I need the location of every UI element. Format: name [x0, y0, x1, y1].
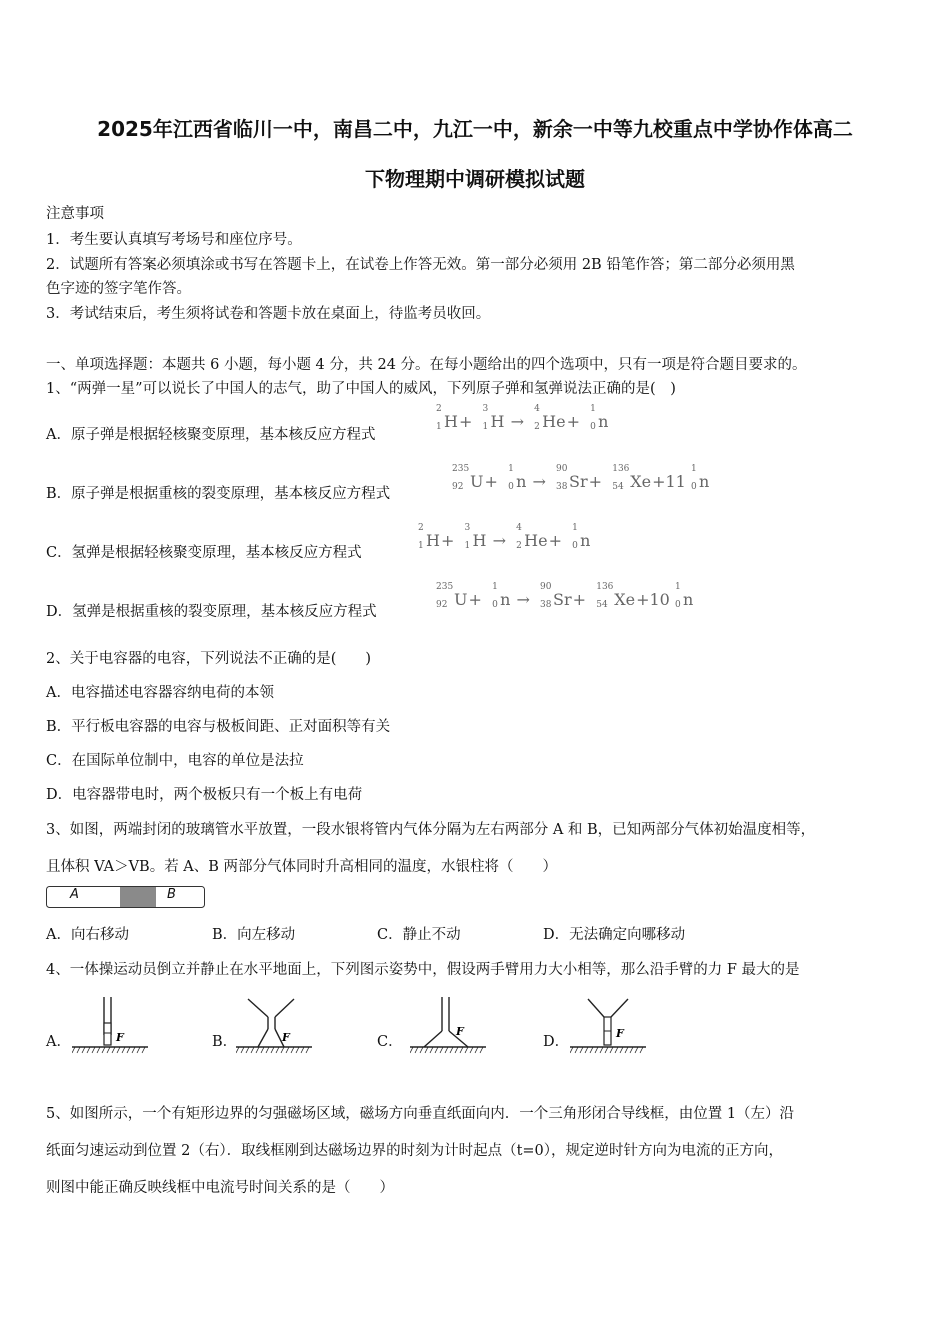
q4-option-a-label: A． — [46, 1034, 71, 1050]
notice-heading: 注意事项 — [46, 206, 104, 222]
q1-option-b-equation: 235 92 U+ 1 0 n → 90 38 Sr+ 136 54 Xe+11 1 0 n — [452, 464, 710, 492]
q4-option-b-label: B． — [212, 1034, 238, 1050]
q3-option-d: D．无法确定向哪移动 — [543, 927, 686, 943]
mercury-column — [120, 887, 156, 907]
question-3-stem-2: 且体积 VA＞VB。若 A、B 两部分气体同时升高相同的温度，水银柱将（ ） — [46, 859, 558, 875]
question-3-stem-1: 3、如图，两端封闭的玻璃管水平放置，一段水银将管内气体分隔为左右两部分 A 和 B，已知两部分气体初始温度相等， — [46, 822, 816, 838]
q2-option-d: D．电容器带电时，两个极板只有一个板上有电荷 — [46, 787, 363, 803]
force-label-a: F — [116, 1031, 124, 1044]
q1-option-c: C．氢弹是根据轻核聚变原理，基本核反应方程式 — [46, 545, 362, 561]
notice-item-2: 2．试题所有答案必须填涂或书写在答题卡上，在试卷上作答无效。第一部分必须用 2B 铅笔作答；第二部分必须用黑 — [46, 257, 795, 273]
notice-item-2-cont: 色字迹的签字笔作答。 — [46, 281, 191, 297]
question-2-stem: 2、关于电容器的电容，下列说法不正确的是( ) — [46, 651, 372, 667]
exam-title-line-2: 下物理期中调研模拟试题 — [365, 167, 585, 191]
gymnast-figure-c — [410, 995, 488, 1057]
question-4-stem: 4、一体操运动员倒立并静止在水平地面上，下列图示姿势中，假设两手臂用力大小相等，那么沿手臂的力 F 最大的是 — [46, 962, 800, 978]
q4-option-c-label: C． — [377, 1034, 403, 1050]
section-heading: 一、单项选择题：本题共 6 小题，每小题 4 分，共 24 分。在每小题给出的四个选项中，只有一项是符合题目要求的。 — [46, 357, 807, 373]
q4-option-d-label: D． — [543, 1034, 570, 1050]
force-label-b: F — [282, 1031, 290, 1044]
gymnast-figure-b — [236, 995, 314, 1057]
gymnast-figure-a — [72, 995, 150, 1057]
q1-option-b: B．原子弹是根据重核的裂变原理，基本核反应方程式 — [46, 486, 391, 502]
question-5-line-1: 5、如图所示，一个有矩形边界的匀强磁场区域，磁场方向垂直纸面向内．一个三角形闭合导线框，由位置 1（左）沿 — [46, 1106, 795, 1122]
q1-option-c-equation: 2 1 H+ 3 1 H → 4 2 He+ 1 0 n — [418, 523, 591, 551]
q2-option-a: A．电容描述电容器容纳电荷的本领 — [46, 685, 274, 701]
force-label-d: F — [616, 1027, 624, 1040]
question-1-stem: 1、“两弹一星”可以说长了中国人的志气，助了中国人的威风，下列原子弹和氢弹说法正确的是( ) — [46, 381, 676, 397]
q2-option-c: C．在国际单位制中，电容的单位是法拉 — [46, 753, 304, 769]
q3-option-c: C．静止不动 — [377, 927, 461, 943]
question-5-line-3: 则图中能正确反映线框中电流号时间关系的是（ ） — [46, 1180, 394, 1196]
tube-label-a: A — [70, 887, 79, 902]
glass-tube-figure — [46, 886, 204, 908]
q2-option-b: B．平行板电容器的电容与极板间距、正对面积等有关 — [46, 719, 391, 735]
exam-title-line-1: 2025年江西省临川一中，南昌二中，九江一中，新余一中等九校重点中学协作体高二 — [97, 117, 853, 141]
q3-option-a: A．向右移动 — [46, 927, 129, 943]
force-label-c: F — [456, 1025, 464, 1038]
q1-option-a-equation: 2 1 H+ 3 1 H → 4 2 He+ 1 0 n — [436, 404, 609, 432]
notice-item-3: 3．考试结束后，考生须将试卷和答题卡放在桌面上，待监考员收回。 — [46, 306, 491, 322]
question-5-line-2: 纸面匀速运动到位置 2（右）．取线框刚到达磁场边界的时刻为计时起点（t=0），规定逆时针方向为电流的正方向， — [46, 1143, 784, 1159]
tube-label-b: B — [167, 887, 176, 902]
gymnast-figure-d — [570, 995, 648, 1057]
q3-option-b: B．向左移动 — [212, 927, 296, 943]
q1-option-d-equation: 235 92 U+ 1 0 n → 90 38 Sr+ 136 54 Xe+10 1 0 n — [436, 582, 694, 610]
q1-option-d: D．氢弹是根据重核的裂变原理，基本核反应方程式 — [46, 604, 377, 620]
q1-option-a: A．原子弹是根据轻核聚变原理，基本核反应方程式 — [46, 427, 376, 443]
notice-item-1: 1．考生要认真填写考场号和座位序号。 — [46, 232, 302, 248]
